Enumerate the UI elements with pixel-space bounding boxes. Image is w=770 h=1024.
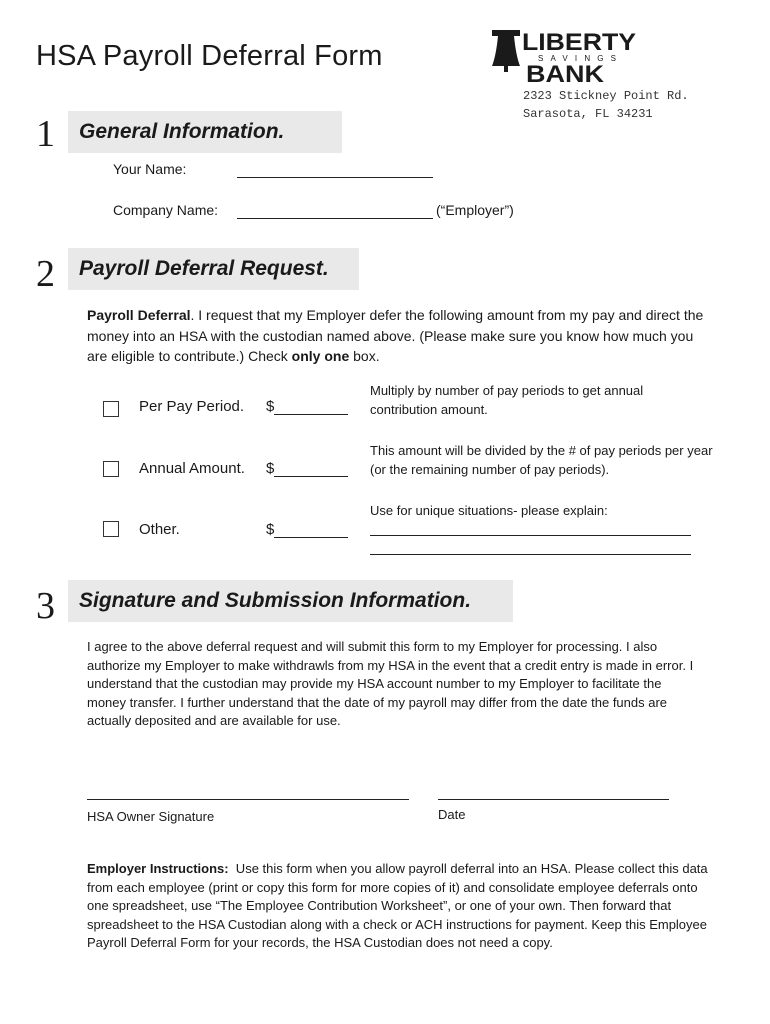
liberty-savings-bank-logo: [488, 28, 648, 88]
logo-text-middle: SAVINGS: [538, 54, 616, 63]
address-line-2: Sarasota, FL 34231: [523, 107, 653, 121]
page-title: HSA Payroll Deferral Form: [36, 40, 383, 72]
dollar-sign: $: [266, 398, 275, 415]
payroll-deferral-bold: Payroll Deferral: [87, 307, 191, 323]
payroll-deferral-text-2: box.: [349, 348, 380, 364]
signature-line[interactable]: [87, 799, 409, 800]
annual-amount-label: Annual Amount.: [139, 460, 245, 477]
per-pay-period-label: Per Pay Period.: [139, 398, 245, 415]
annual-amount-note: This amount will be divided by the # of pay periods per year (or the remaining number of pay periods).: [370, 443, 713, 477]
logo-text-bottom: BANK: [526, 61, 605, 88]
employer-instructions: [87, 860, 719, 953]
liberty-bell-icon: [492, 30, 520, 72]
section-1-heading: General Information.: [68, 111, 342, 153]
other-amount[interactable]: [266, 521, 348, 538]
payroll-deferral-paragraph: [87, 305, 717, 367]
signature-label: HSA Owner Signature: [87, 809, 215, 824]
other-note: Use for unique situations- please explain:: [370, 503, 608, 518]
employer-instructions-text: Use this form when you allow payroll deferral into an HSA. Please collect this data from each employee (print or copy this form for more copies of it) and consolidate employee deferrals onto one spreadsheet, use “The Employee Contribution Worksheet”, or one of your own. Then forward that spreadsheet to the HSA Custodian along with a check or ACH instructions for payment. Keep this Employee Payroll Deferral Form for your records, the HSA Custodian does not need a copy.: [87, 861, 712, 950]
payroll-deferral-text-1: . I request that my Employer defer the following amount from my pay and direct the money into an HSA with the custodian named above. (Please make sure you know how much you are eligible to contribute.) Check: [87, 307, 704, 364]
other-explain-line-1[interactable]: [370, 535, 691, 536]
per-pay-period-note: Multiply by number of pay periods to get annual contribution amount.: [370, 383, 644, 417]
annual-amount-amount[interactable]: [266, 460, 348, 477]
date-line[interactable]: [438, 799, 669, 800]
other-label: Other.: [139, 521, 180, 538]
company-name-label: Company Name:: [113, 202, 219, 218]
other-explain-line-2[interactable]: [370, 554, 691, 555]
employer-instructions-heading: Employer Instructions:: [87, 861, 229, 876]
company-name-field[interactable]: [237, 218, 433, 219]
per-pay-period-amount[interactable]: [266, 398, 348, 415]
only-one-bold: only one: [291, 348, 350, 364]
your-name-label: Your Name:: [113, 161, 187, 177]
date-label: Date: [438, 807, 466, 822]
agreement-paragraph: I agree to the above deferral request and will submit this form to my Employer for processing. I also authorize my Employer to make withdrawls from my HSA in the event that a credit entry is made in error. I understand that the custodian may provide my HSA account number to my Employer to facilitate the money transfer. I further understand that the date of my payroll may differ from the date the funds are actually deposited and are available for use.: [87, 639, 694, 728]
annual-amount-checkbox[interactable]: [103, 461, 119, 477]
section-3-heading: Signature and Submission Information.: [68, 580, 513, 622]
other-checkbox[interactable]: [103, 521, 119, 537]
logo-text-top: LIBERTY: [522, 29, 636, 56]
address-line-1: 2323 Stickney Point Rd.: [523, 89, 689, 103]
section-3-number: 3: [36, 585, 55, 627]
employer-suffix: (“Employer”): [436, 202, 514, 218]
dollar-sign: $: [266, 521, 275, 538]
per-pay-period-checkbox[interactable]: [103, 401, 119, 417]
dollar-sign: $: [266, 460, 275, 477]
section-2-heading: Payroll Deferral Request.: [68, 248, 359, 290]
section-1-number: 1: [36, 113, 55, 155]
section-2-number: 2: [36, 253, 55, 295]
your-name-field[interactable]: [237, 177, 433, 178]
